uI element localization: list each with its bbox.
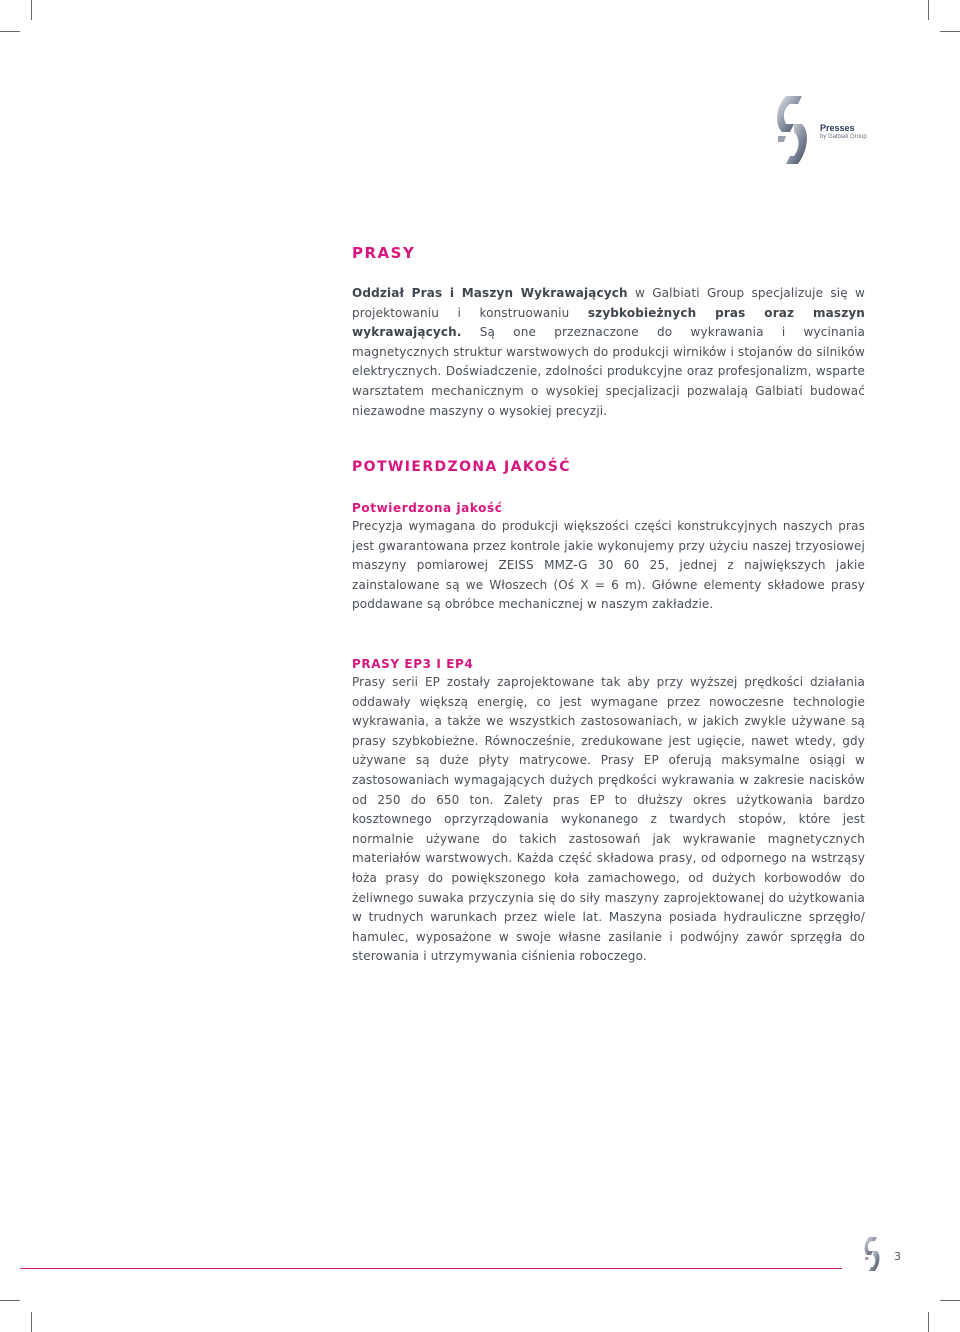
ep-paragraph: Prasy serii EP zostały zaprojektowane tak aby przy wyższej prędkości działania oddawały większą energię, co jest wymagane przez nowoczesne technologie wykrawania, a także we wszystkich zastosowaniach, w jakich zwykle używane są prasy szybkobieżne. Równocześnie, zredukowane jest ugięcie, nawet wtedy, gdy używane są duże płyty matrycowe. Prasy EP oferują maksymalne osiągi w zastosowaniach wymagających dużych prędkości wykrawania w zakresie nacisków od 250 do 650 ton. Zalety pras EP to dłuższy okres użytkowania bardzo kosztownego oprzyrządowania wykonanego z twardych stopów, które jest normalnie używane do takich zastosowań jak wykrawanie magnetycznych materiałów warstwowych. Każda część składowa prasy, od odpornego na wstrząsy łoża prasy do powiększonego koła zamachowego, od dużych korbowodów do żeliwnego suwaka przyczynia się do siły maszyny zaprojektowanej do użytkowania w trudnych warunkach przez wiele lat. Maszyna posiada hydrauliczne sprzęgło/ hamulec, wyposażone w swoje własne zasilanie i podwójny zawór sprzęgła do sterowania i utrzymywania ciśnienia roboczego. (352, 675, 865, 964)
crop-mark-top-left-v (31, 0, 32, 20)
page-number: 3 (894, 1250, 901, 1263)
section-title-ep: PRASY EP3 I EP4 (352, 657, 474, 671)
crop-mark-top-right-v (928, 0, 929, 20)
section-ep (352, 657, 865, 967)
brand-subtitle: by Galbiati Group (820, 134, 867, 140)
crop-mark-bottom-left-h (0, 1300, 20, 1301)
jakosc-body (352, 501, 865, 615)
crop-mark-top-left-h (0, 31, 20, 32)
prasy-bold-mid: szybkobieżnych pras oraz maszyn wykrawających. (352, 305, 865, 340)
prasy-text-1: w Galbiati Group specjalizuje się w projektowaniu i konstruowaniu (352, 286, 865, 320)
section-prasy (352, 244, 865, 262)
prasy-bold-intro: Oddział Pras i Maszyn Wykrawających (352, 286, 628, 300)
galbiati-small-logo-icon (862, 1234, 882, 1274)
jakosc-subtitle: Potwierdzona jakość (352, 501, 503, 515)
section-title-jakosc: POTWIERDZONA JAKOŚĆ (352, 459, 571, 475)
crop-mark-bottom-left-v (31, 1312, 32, 1332)
section-title-prasy: PRASY (352, 244, 416, 262)
crop-mark-bottom-right-h (940, 1300, 960, 1301)
brand-name: Presses (820, 123, 855, 133)
prasy-body (352, 284, 865, 421)
crop-mark-top-right-h (940, 31, 960, 32)
footer-rule (20, 1268, 842, 1269)
crop-mark-bottom-right-v (928, 1312, 929, 1332)
jakosc-paragraph: Precyzja wymagana do produkcji większości części konstrukcyjnych naszych pras jest gwarantowana przez kontrole jakie wykonujemy przy użyciu naszej trzyosiowej maszyny pomiarowej ZEISS MMZ-G 30 60 25, jednej z największych jakie zainstalowane są we Włoszech (Oś X = 6 m). Główne elementy składowe prasy poddawane są obróbce mechanicznej w naszym zakładzie. (352, 519, 865, 612)
prasy-text-2: Są one przeznaczone do wykrawania i wycinania magnetycznych struktur warstwowych do produkcji wirników i stojanów do silników elektrycznych. Doświadczenie, zdolności produkcyjne oraz profesjonalizm, wsparte warsztatem mechanicznym o wysokiej specjalizacji pozwalają Galbiati budować niezawodne maszyny o wysokiej precyzji. (352, 325, 865, 418)
galbiati-logo-icon (772, 94, 812, 166)
brand-block (820, 124, 867, 140)
section-jakosc (352, 459, 865, 475)
prasy-paragraph (352, 284, 865, 421)
